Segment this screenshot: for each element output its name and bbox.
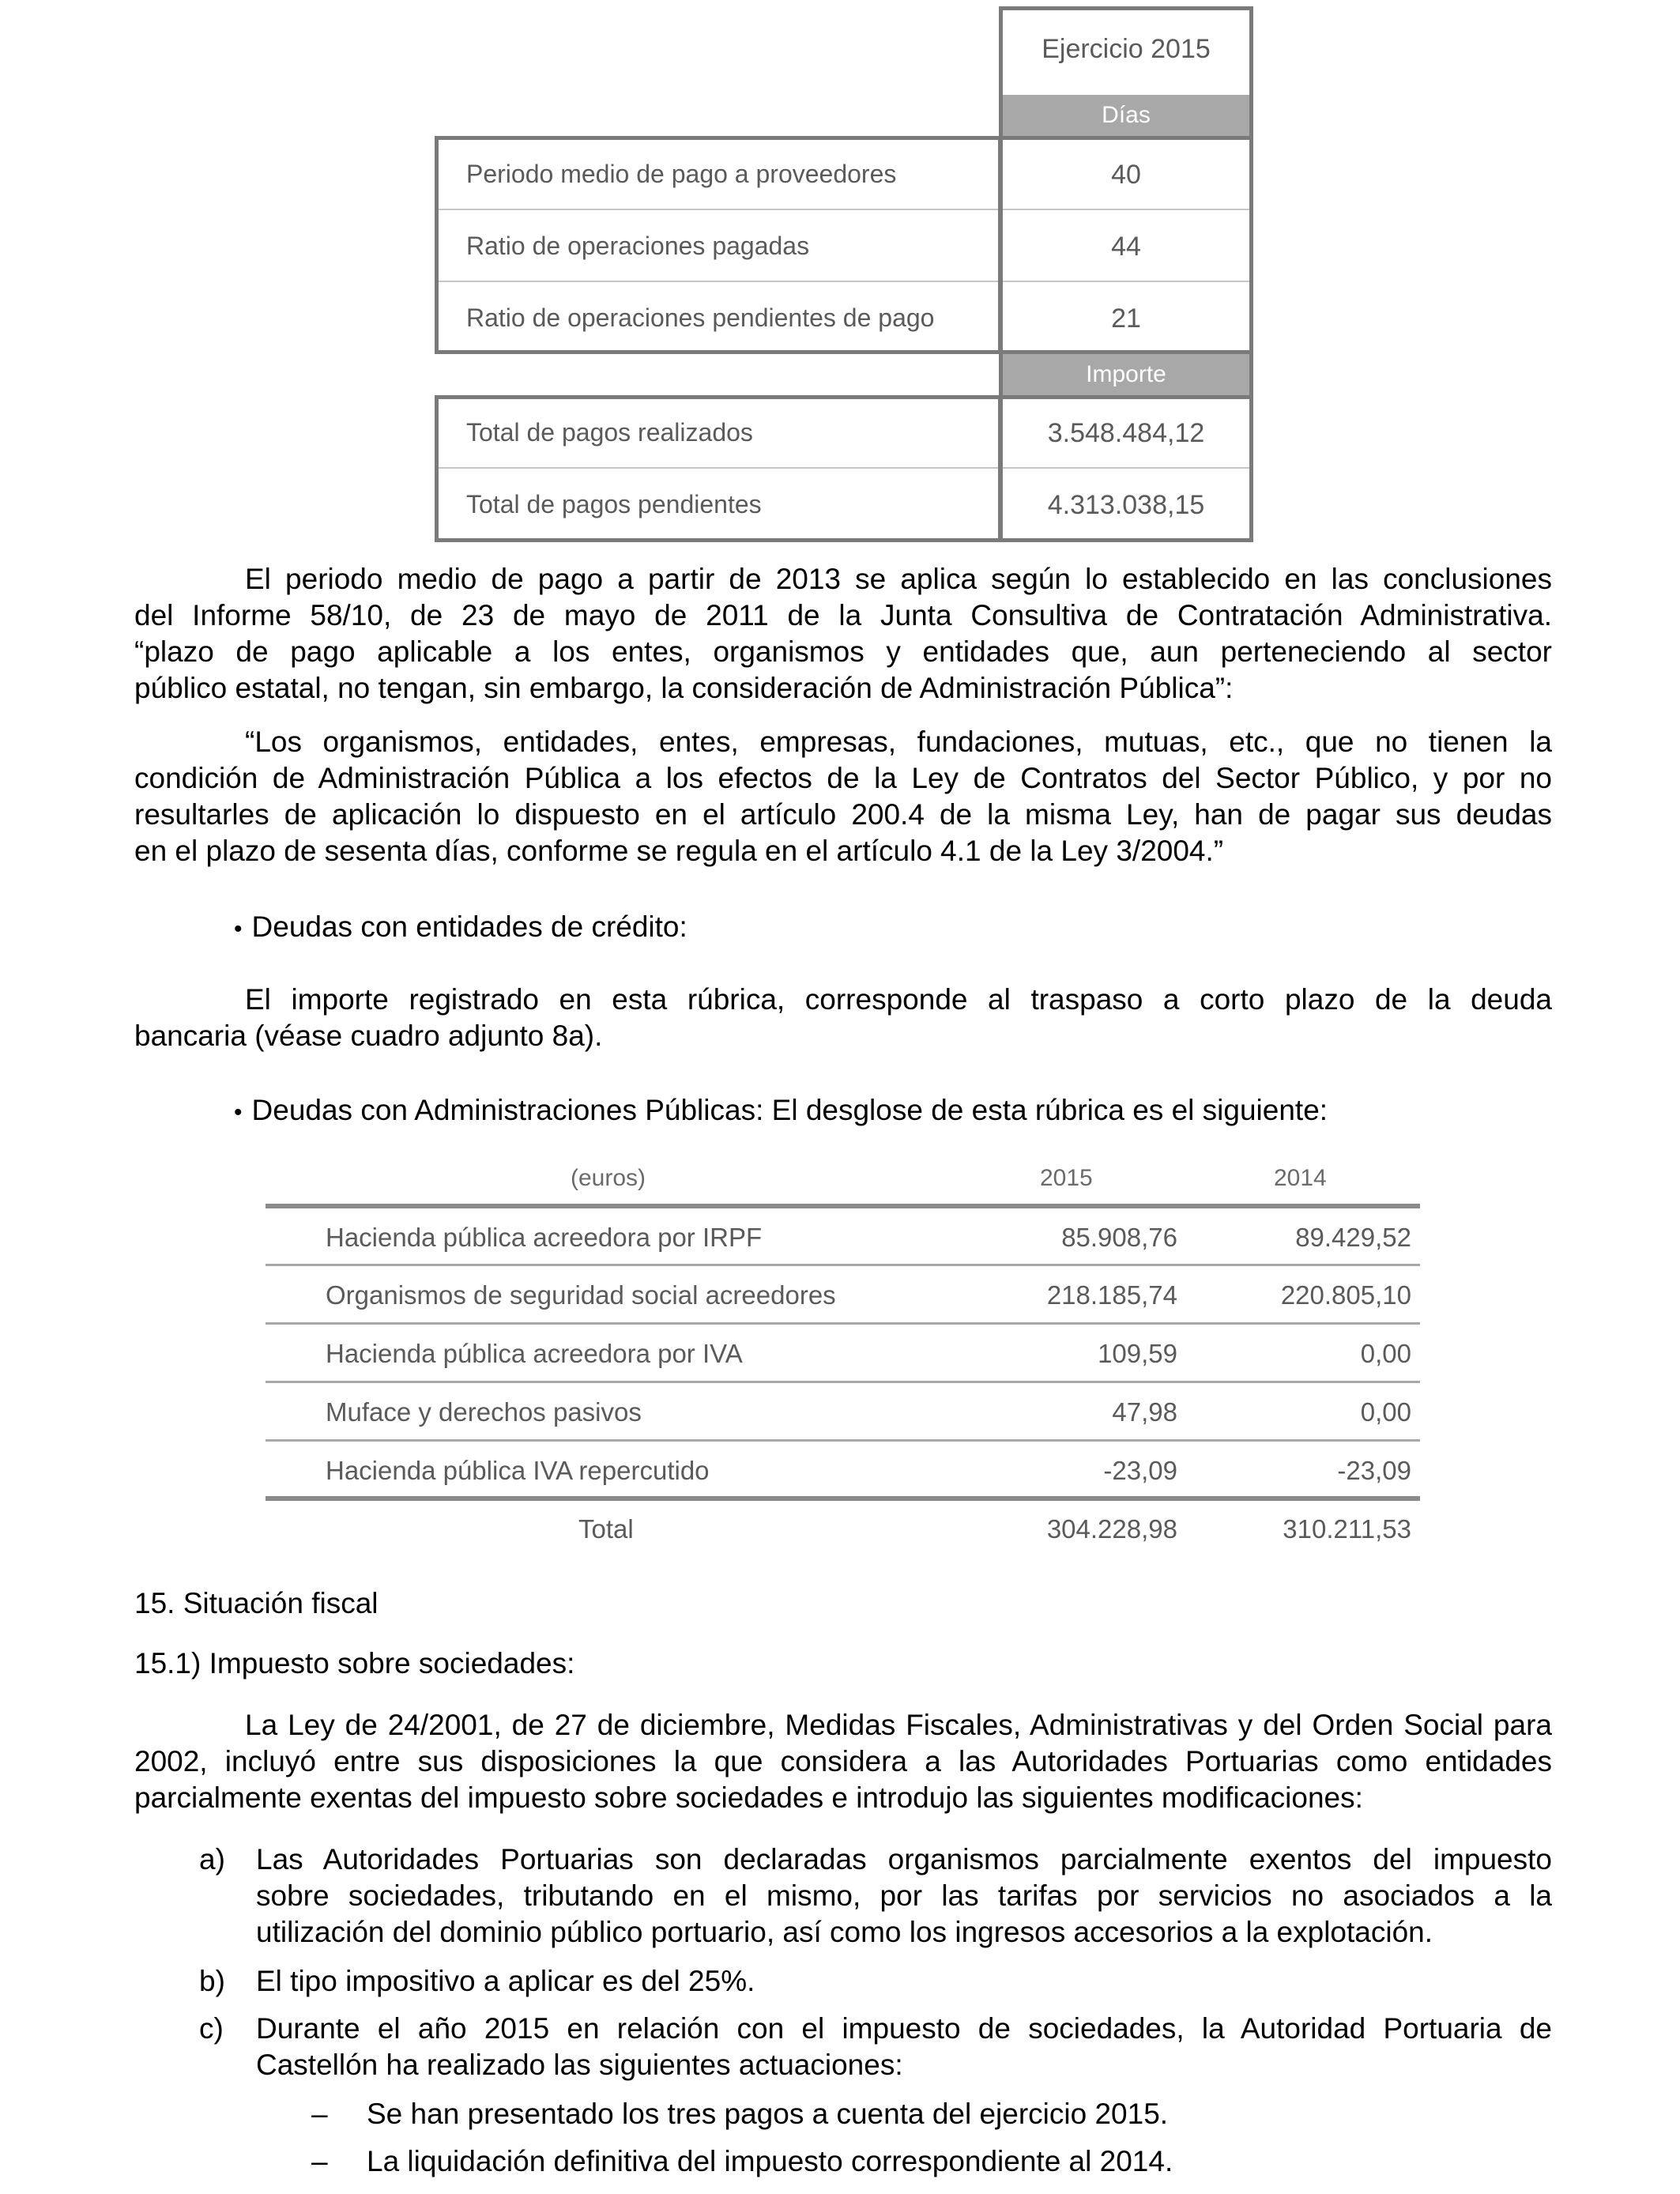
text-line: Castellón ha realizado las siguientes actuaciones:: [256, 2049, 903, 2081]
list-marker: a): [199, 1843, 225, 1875]
text-line: 2002, incluyó entre sus disposiciones la que considera a las Autoridades Portuarias como entidades: [134, 1745, 1552, 1777]
total-label: Total: [578, 1514, 634, 1544]
divider: [439, 281, 998, 282]
divider: [439, 209, 998, 210]
divider: [1003, 209, 1249, 210]
text-line: Las Autoridades Portuarias son declaradas organismos parcialmente exentos del impuesto: [256, 1843, 1552, 1875]
row-divider: [266, 1381, 1420, 1383]
row-2015: 109,59: [1098, 1339, 1177, 1368]
bullet-icon: •: [234, 916, 243, 942]
text-line: resultarles de aplicación lo dispuesto en el artículo 200.4 de la misma Ley, han de pagar sus deudas: [134, 798, 1552, 831]
text-line: público estatal, no tengan, sin embargo, la consideración de Administración Pública”:: [134, 672, 1234, 704]
paragraph-credit: [134, 982, 1552, 1054]
section-heading: 15. Situación fiscal: [134, 1587, 379, 1619]
row-divider: [266, 1439, 1420, 1442]
list-item-a: [256, 1842, 1552, 1951]
text-line: El importe registrado en esta rúbrica, corresponde al traspaso a corto plazo de la deuda: [245, 983, 1552, 1016]
row-2015: 85.908,76: [1061, 1223, 1177, 1252]
row-label: Total de pagos realizados: [466, 418, 753, 447]
days-header: Días: [999, 95, 1253, 136]
row-2014: 0,00: [1360, 1339, 1411, 1368]
row-value: 44: [1111, 232, 1141, 262]
row-2014: 220.805,10: [1280, 1280, 1411, 1310]
bullet-icon: •: [234, 1099, 243, 1125]
row-label: Hacienda pública acreedora por IVA: [326, 1339, 743, 1368]
total-rule: [266, 1496, 1420, 1501]
text-line: en el plazo de sesenta días, conforme se regula en el artículo 4.1 de la Ley 3/2004.”: [134, 835, 1224, 867]
year-header-label: Ejercicio 2015: [1042, 34, 1211, 64]
text-line: El periodo medio de pago a partir de 2013 se aplica según lo establecido en las conclusiones: [245, 563, 1552, 595]
paragraph-payment-period: [134, 561, 1552, 707]
quote-block: [134, 724, 1552, 869]
list-marker: b): [199, 1965, 225, 1997]
text-line: “Los organismos, entidades, entes, empresas, fundaciones, mutuas, etc., que no tienen la: [245, 726, 1552, 758]
text-line: “plazo de pago aplicable a los entes, organismos y entidades que, aun perteneciendo al sector: [134, 635, 1552, 668]
header-unit: (euros): [571, 1165, 646, 1191]
row-label: Hacienda pública acreedora por IRPF: [326, 1223, 763, 1252]
row-value: 21: [1111, 303, 1141, 334]
text-line: La Ley de 24/2001, de 27 de diciembre, Medidas Fiscales, Administrativas y del Orden Social para: [245, 1709, 1552, 1741]
bullet-admin: [234, 1092, 1328, 1131]
row-divider: [266, 1264, 1420, 1266]
divider: [1003, 281, 1249, 282]
row-label: Ratio de operaciones pendientes de pago: [466, 303, 935, 332]
header-rule: [266, 1204, 1420, 1208]
dash-marker: –: [311, 2098, 328, 2130]
text-line: sobre sociedades, tributando en el mismo, por las tarifas por servicios no asociados a la: [256, 1879, 1552, 1912]
list-marker: c): [199, 2012, 224, 2045]
sub-item: Se han presentado los tres pagos a cuenta del ejercicio 2015.: [367, 2098, 1169, 2130]
row-value: 40: [1111, 160, 1141, 190]
bullet-credit: [234, 909, 687, 948]
text-line: bancaria (véase cuadro adjunto 8a).: [134, 1020, 603, 1052]
row-2015: 47,98: [1112, 1397, 1177, 1427]
text-line: del Informe 58/10, de 23 de mayo de 2011 de la Junta Consultiva de Contratación Administrativa.: [134, 599, 1552, 631]
row-2014: -23,09: [1337, 1456, 1411, 1485]
list-item-b: El tipo impositivo a aplicar es del 25%.: [256, 1965, 755, 1997]
list-item-c: [256, 2011, 1552, 2083]
amount-header: Importe: [999, 354, 1253, 395]
dash-marker: –: [311, 2145, 328, 2177]
text-line: parcialmente exentas del impuesto sobre sociedades e introdujo las siguientes modificaciones:: [134, 1781, 1363, 1814]
row-value: 4.313.038,15: [1047, 490, 1205, 520]
section-subheading: 15.1) Impuesto sobre sociedades:: [134, 1647, 575, 1679]
row-2015: 218.185,74: [1046, 1280, 1177, 1310]
row-2014: 89.429,52: [1295, 1223, 1411, 1252]
text-line: condición de Administración Pública a los efectos de la Ley de Contratos del Sector Público, y por no: [134, 762, 1552, 794]
divider: [1003, 467, 1249, 469]
divider: [439, 467, 998, 469]
total-2014: 310.211,53: [1283, 1514, 1411, 1544]
text-line: Durante el año 2015 en relación con el impuesto de sociedades, la Autoridad Portuaria de: [256, 2012, 1552, 2045]
row-2014: 0,00: [1360, 1397, 1411, 1427]
row-value: 3.548.484,12: [1047, 418, 1205, 448]
header-2015: 2015: [1040, 1165, 1093, 1191]
row-label: Periodo medio de pago a proveedores: [466, 160, 897, 188]
paragraph-tax-intro: [134, 1707, 1552, 1816]
row-label: Hacienda pública IVA repercutido: [326, 1456, 710, 1485]
row-label: Total de pagos pendientes: [466, 490, 762, 518]
bullet-text: Deudas con Administraciones Públicas: El desglose de esta rúbrica es el siguiente:: [251, 1094, 1328, 1126]
row-label: Muface y derechos pasivos: [326, 1397, 642, 1427]
row-label: Organismos de seguridad social acreedores: [326, 1280, 836, 1310]
row-2015: -23,09: [1103, 1456, 1177, 1485]
row-label: Ratio de operaciones pagadas: [466, 232, 810, 260]
header-2014: 2014: [1274, 1165, 1327, 1191]
row-divider: [266, 1322, 1420, 1325]
sub-item: La liquidación definitiva del impuesto correspondiente al 2014.: [367, 2145, 1173, 2177]
bullet-text: Deudas con entidades de crédito:: [251, 910, 687, 943]
total-2015: 304.228,98: [1046, 1514, 1177, 1544]
text-line: utilización del dominio público portuario, así como los ingresos accesorios a la explotación.: [256, 1916, 1433, 1948]
